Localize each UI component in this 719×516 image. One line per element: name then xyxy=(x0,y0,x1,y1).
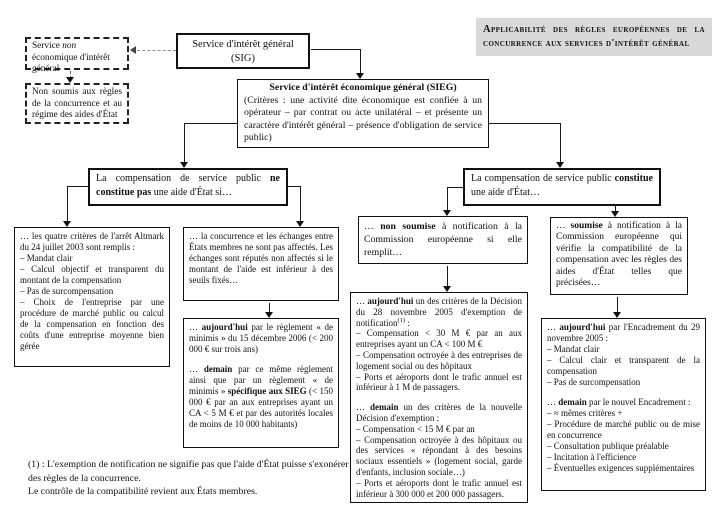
node-text: économique d'intérêt général xyxy=(32,52,110,74)
node-encadrement xyxy=(541,318,706,491)
node-item: – Choix de l'entreprise par une procédure de marché public ou calcul de la compensation en fonction des coûts d'une entreprise moyenne bien gérée xyxy=(20,297,164,351)
node-item-list xyxy=(547,408,700,474)
node-text-bold: aujourd'hui xyxy=(367,296,414,306)
node-compensation-not-aid xyxy=(88,168,288,206)
node-text-bold: aujourd'hui xyxy=(559,322,606,332)
arrowhead-down-icon xyxy=(556,162,564,168)
node-text: La compensation de service public xyxy=(96,173,270,184)
node-text: … xyxy=(364,221,381,232)
connector-compleft-to-col2-v xyxy=(300,186,301,222)
arrowhead-down-icon xyxy=(63,221,71,227)
node-sieg-title: Service d'intérêt économique général (SIEG) xyxy=(269,82,457,93)
connector-sieg-to-compleft-v xyxy=(184,123,185,163)
node-text: Non soumis aux règles de la concurrence et au régime des aides d'État xyxy=(32,87,122,120)
connector-sig-to-sieg-h xyxy=(311,49,360,50)
node-echanges-non-affectes xyxy=(183,227,339,301)
connector-compleft-to-col1-v xyxy=(67,186,68,222)
node-text: La compensation de service public xyxy=(471,173,615,184)
node-text: une aide d'État si… xyxy=(151,186,232,198)
node-text: un des critères de la nouvelle Décision d'exemption : xyxy=(356,402,523,423)
node-item: – Compensation < 30 M € par an aux entreprises ayant un CA < 100 M € xyxy=(356,328,522,350)
node-paragraph xyxy=(547,322,700,344)
node-text: … xyxy=(547,397,559,407)
node-item: – Consultation publique préalable xyxy=(547,441,669,451)
connector-compleft-to-col1-h xyxy=(67,186,88,187)
node-item: – Pas de surcompensation xyxy=(547,377,641,387)
node-text-bold: soumise xyxy=(570,221,603,231)
node-text: … xyxy=(356,402,371,413)
arrowhead-down-icon xyxy=(296,221,304,227)
node-item-list xyxy=(356,328,522,393)
page-title xyxy=(476,18,712,56)
arrowhead-down-icon xyxy=(611,211,619,217)
node-item: – Compensation octroyée à des entreprises de logement social ou des hôpitaux xyxy=(356,349,522,371)
footnote xyxy=(28,458,350,499)
connector-col3a-to-col3b xyxy=(447,266,448,287)
node-text-bold: aujourd'hui xyxy=(201,322,248,332)
node-item: – Compensation < 15 M € par an xyxy=(356,423,475,434)
node-text-bold: spécifique aux SIEG xyxy=(227,386,307,396)
node-text: un des critères de la Décision du 28 novembre 2005 d'exemption de notification xyxy=(356,296,522,328)
node-text-bold: non soumise xyxy=(380,221,436,232)
footnote-line: Le contrôle de la compatibilité revient aux États membres. xyxy=(28,486,258,497)
node-text-bold: demain xyxy=(370,402,399,413)
node-text: … xyxy=(556,221,571,231)
node-sig xyxy=(176,33,310,69)
node-item-list xyxy=(356,424,522,500)
node-item: – Calcul clair et transparent de la compensation xyxy=(547,355,700,376)
node-item: – Procédure de marché public ou de mise en concurrence xyxy=(547,419,700,440)
node-item-list xyxy=(20,253,164,352)
node-item: – Mandat clair xyxy=(20,253,73,263)
node-service-non-economique xyxy=(25,37,129,74)
node-text: … xyxy=(189,322,202,332)
node-altmark-criteria xyxy=(14,227,170,367)
connector-sieg-to-compleft-h xyxy=(184,123,237,124)
connector-sig-to-sieg-v xyxy=(360,49,361,74)
node-item: – Calcul objectif et transparent du montant de la compensation xyxy=(20,264,164,285)
node-paragraph xyxy=(356,296,522,328)
node-item: – Éventuelles exigences supplémentaires xyxy=(547,463,695,473)
node-item: – Mandat clair xyxy=(547,344,600,354)
node-paragraph xyxy=(356,402,522,424)
arrowhead-down-icon xyxy=(265,312,273,318)
node-sieg-body: (Critères : une activité dite économique est confiée à un opérateur – par contrat ou acte unilatéral – et présente un caractère d'intérêt général – présence d'obligation de service public) xyxy=(244,94,482,144)
arrowhead-down-icon xyxy=(66,77,74,83)
node-text: par le règlement « de minimis » du 15 décembre 2006 (< 200 000 € sur trois ans) xyxy=(189,322,334,354)
node-text: une aide d'État… xyxy=(471,186,540,198)
node-soumise-notification xyxy=(550,217,688,295)
node-text: … xyxy=(356,296,368,306)
node-de-minimis xyxy=(183,318,339,448)
node-text-italic: non xyxy=(62,41,77,51)
arrowhead-down-icon xyxy=(356,73,364,79)
node-text: par ce même règlement ainsi que par un règlement « de minimis » xyxy=(189,364,333,396)
node-non-soumis xyxy=(25,83,129,124)
node-text: Service xyxy=(32,41,63,51)
node-sieg xyxy=(237,79,489,148)
node-sig-line1: Service d'intérêt général xyxy=(192,39,294,50)
connector-sig-to-noneco xyxy=(137,50,176,51)
node-intro: … les quatre critères de l'arrêt Altmark du 24 juillet 2003 sont remplis : xyxy=(20,231,164,252)
node-text: par le nouvel Encadrement : xyxy=(586,397,691,407)
node-item: – Ports et aéroports dont le trafic annuel est inférieur à 300 000 et 200 000 passagers. xyxy=(356,477,522,499)
arrowhead-down-icon xyxy=(443,210,451,216)
node-item: – Incitation à l'efficience xyxy=(547,452,637,462)
node-text: … xyxy=(189,364,204,374)
node-text: : xyxy=(405,317,410,328)
node-text-bold: constitue xyxy=(614,173,653,184)
node-item: – ≈ mêmes critères + xyxy=(547,408,623,418)
node-sig-line2: (SIG) xyxy=(231,53,255,64)
node-text: par l'Encadrement du 29 novembre 2005 : xyxy=(547,322,700,343)
node-text-bold: demain xyxy=(203,364,233,374)
node-paragraph xyxy=(547,397,700,408)
node-text: à notification à la Commission européenne si elle remplit… xyxy=(364,221,523,258)
arrowhead-down-icon xyxy=(180,162,188,168)
node-text: à notification à la Commission européenne qui vérifie la compatibilité de la compensation avec les règles des aides d'État telles que précisées… xyxy=(556,221,682,289)
node-text-bold: demain xyxy=(558,397,587,407)
node-text-bold: ne constitue pas xyxy=(96,173,280,198)
node-paragraph xyxy=(189,322,333,355)
arrowhead-left-icon xyxy=(130,46,136,54)
connector-compright-to-col3-v xyxy=(447,187,448,211)
footnote-ref: (1) xyxy=(397,316,406,324)
node-item: – Pas de surcompensation xyxy=(20,286,114,296)
node-decision-exemption xyxy=(350,292,528,503)
node-item: – Ports et aéroports dont le trafic annuel est inférieur à 1 M de passagers. xyxy=(356,371,522,393)
connector-sieg-to-compright-v xyxy=(560,123,561,163)
node-item-list xyxy=(547,344,700,388)
node-paragraph xyxy=(189,364,333,430)
footnote-line: (1) : L'exemption de notification ne signifie pas que l'aide d'État puisse s'exonérer des règles de la concurrence. xyxy=(28,459,349,484)
node-text: (< 150 000 € par an aux entreprises ayant un CA < 5 M € et par des autorités locales de moins de 10 000 habitants) xyxy=(189,386,333,429)
arrowhead-down-icon xyxy=(613,312,621,318)
node-compensation-is-aid xyxy=(463,168,661,206)
node-text: … xyxy=(547,322,560,332)
node-text: … la concurrence et les échanges entre États membres ne sont pas affectés. Les échanges sont réputés non affectés si le montant de l'aide est inférieur à des seuils fixés… xyxy=(189,231,333,285)
connector-sieg-to-compright-h xyxy=(489,123,560,124)
page-title-text: Applicabilité des règles européennes de la concurrence aux services d'intérêt général xyxy=(483,24,705,49)
arrowhead-down-icon xyxy=(443,286,451,292)
connector-col4a-to-col4b xyxy=(617,297,618,313)
connector-compright-to-col3-h xyxy=(447,187,463,188)
node-non-soumise-notification xyxy=(358,216,528,264)
node-item: – Compensation octroyée à des hôpitaux ou des services « répondant à des besoins sociaux essentiels » (logement social, garde d'enfants, inclusion sociale…) xyxy=(356,434,522,477)
